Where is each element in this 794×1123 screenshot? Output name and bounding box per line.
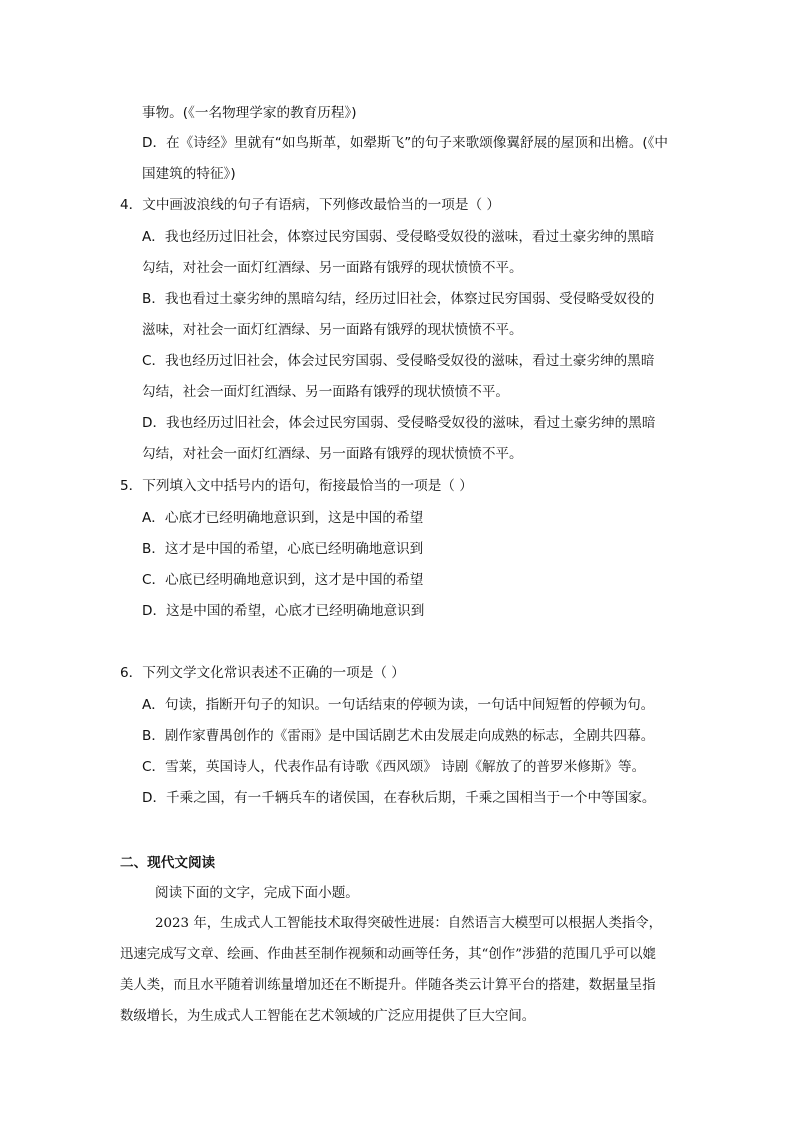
q4-option-c-line1: C．我也经历过旧社会，体会过民穷国弱、受侵略受奴役的滋味，看过土豪劣绅的黑暗 [142,353,655,369]
q5-option-a: A．心底才已经明确地意识到，这是中国的希望 [142,510,424,526]
q6-option-c: C．雪莱，英国诗人，代表作品有诗歌《西风颂》 诗剧《解放了的普罗米修斯》等。 [142,759,646,775]
q6-option-b: B．剧作家曹禺创作的《雷雨》是中国话剧艺术由发展走向成熟的标志，全剧共四幕。 [142,728,655,744]
q6-option-d: D．千乘之国，有一千辆兵车的诸侯国，在春秋后期，千乘之国相当于一个中等国家。 [142,790,656,806]
q4-option-d-line1: D．我也经历过旧社会，体会过民穷国弱、受侵略受奴役的滋味，看过土豪劣绅的黑暗 [142,415,656,431]
q3-option-d-line1: D．在《诗经》里就有“如鸟斯革，如翚斯飞”的句子来歌颂像翼舒展的屋顶和出檐。(《中 [142,135,669,151]
q5-stem: 5．下列填入文中括号内的语句，衔接最恰当的一项是（ ） [120,478,473,494]
q4-option-b-line2: 滋味，对社会一面灯红酒绿、另一面路有饿殍的现状愤愤不平。 [142,322,523,338]
q5-option-d: D．这是中国的希望，心底才已经明确地意识到 [142,603,425,619]
q6-option-a: A．句读，指断开句子的知识。一句话结束的停顿为读，一句话中间短暂的停顿为句。 [142,697,655,713]
q4-stem: 4．文中画波浪线的句子有语病，下列修改最恰当的一项是（ ） [120,197,500,213]
q3-option-d-line2: 国建筑的特征》) [142,166,236,182]
q5-option-c: C．心底已经明确地意识到，这才是中国的希望 [142,572,424,588]
q4-option-a-line2: 勾结，对社会一面灯红酒绿、另一面路有饿殍的现状愤愤不平。 [142,260,523,276]
q4-option-d-line2: 勾结，对社会一面灯红酒绿、另一面路有饿殍的现状愤愤不平。 [142,446,523,462]
passage-line-2: 迅速完成写文章、绘画、作曲甚至制作视频和动画等任务，其“创作”涉猎的范围几乎可以媲 [120,947,656,962]
q4-option-b-line1: B．我也看过土豪劣绅的黑暗勾结，经历过旧社会，体察过民穷国弱、受侵略受奴役的 [142,291,655,307]
q6-stem: 6．下列文学文化常识表述不正确的一项是（ ） [120,665,405,681]
section-heading: 二、现代文阅读 [120,855,216,871]
q4-option-a-line1: A．我也经历过旧社会，体察过民穷国弱、受侵略受奴役的滋味，看过土豪劣绅的黑暗 [142,229,655,245]
q5-option-b: B．这才是中国的希望，心底已经明确地意识到 [142,541,424,557]
q3-option-c-continuation: 事物。(《一名物理学家的教育历程》) [142,105,357,121]
q4-option-c-line2: 勾结，社会一面灯红酒绿、另一面路有饿殍的现状愤愤不平。 [142,384,510,400]
passage-line-4: 数级增长，为生成式人工智能在艺术领域的广泛应用提供了巨大空间。 [120,1009,536,1024]
passage-line-3: 美人类，而且水平随着训练量增加还在不断提升。伴随各类云计算平台的搭建，数据量呈指 [120,978,656,993]
reading-instruction: 阅读下面的文字，完成下面小题。 [155,885,359,901]
passage-line-1: 2023 年，生成式人工智能技术取得突破性进展：自然语言大模型可以根据人类指令， [155,916,663,931]
